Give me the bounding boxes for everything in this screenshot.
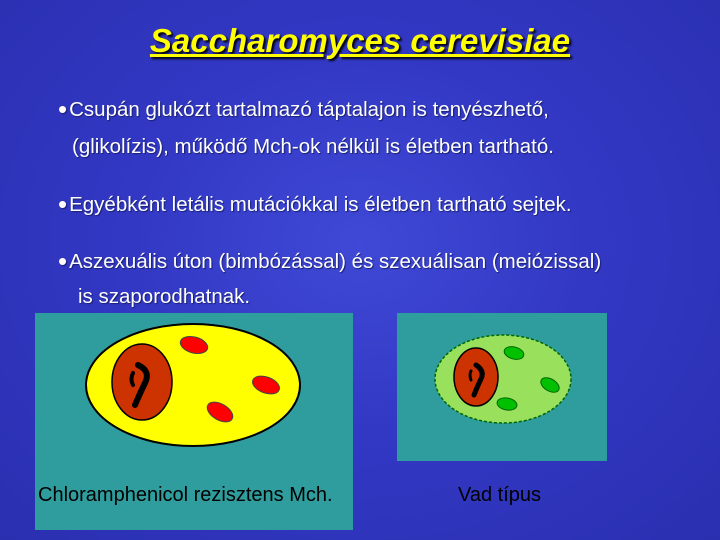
caption-wild-type: Vad típus xyxy=(458,484,542,506)
bullet-dot-icon: • xyxy=(58,94,68,124)
bullet-dot-icon: • xyxy=(58,189,68,219)
bullet-3 xyxy=(58,246,601,275)
nucleus-icon xyxy=(454,348,498,406)
bullet-2 xyxy=(58,189,572,218)
figure-wild-type xyxy=(397,313,607,461)
bullet-dot-icon: • xyxy=(58,246,68,276)
bullet-2-line-1: Egyébként letális mutációkkal is életben tartható sejtek. xyxy=(69,193,572,216)
bullet-1-line-1: Csupán glukózt tartalmazó táptalajon is tenyészhető, xyxy=(69,98,549,121)
bullet-3-line-2: is szaporodhatnak. xyxy=(78,285,251,308)
bullet-1-line-2: (glikolízis), működő Mch-ok nélkül is életben tartható. xyxy=(72,135,554,158)
caption-resistant-mch: Chloramphenicol rezisztens Mch. xyxy=(38,484,333,506)
bullet-3-line-1: Aszexuális úton (bimbózással) és szexuálisan (meiózissal) xyxy=(69,250,602,273)
bullet-1 xyxy=(58,94,549,123)
slide-title: Saccharomyces cerevisiae xyxy=(149,22,571,59)
chromosome-icon xyxy=(132,373,134,385)
nucleus-icon xyxy=(112,344,172,420)
chromosome-icon xyxy=(470,371,471,380)
